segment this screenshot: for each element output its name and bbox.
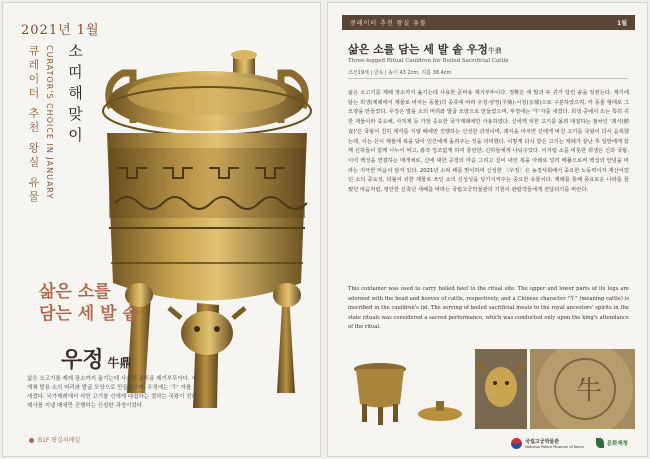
artifact-name [61,343,132,374]
headline-line1: 삶은 소를 [39,282,111,302]
taegeuk-icon [511,438,522,449]
cha-logo [596,438,628,448]
article-title-hanja: 牛鼎 [487,47,502,55]
photo-leg-detail [475,349,527,429]
artifact-name-hanja: 牛鼎 [107,356,132,370]
location-dot-icon [29,438,34,443]
divider [348,78,628,79]
museum-logo-name-en: National Palace Museum of Korea [525,444,584,449]
cha-logo-name: 문화재청 [606,441,628,447]
vertical-subtitle-ko: 큐레이터 추천 왕실 유물 [27,45,40,205]
artifact-name-ko: 우정 [61,348,104,373]
photo-cauldron-and-lid [342,349,472,429]
section-label: 큐레이터 추천 왕실 유물 [350,20,427,27]
footer-logos [428,434,628,452]
photo-leg-detail-image [475,349,527,429]
article-title [348,41,502,57]
body-english: This container was used to carry boiled beef to the ritual site. The upper and lower parts of its legs are adorned with the head and hooves of cattle, respectively, and a Chinese character "牛" (meaning cattle) is inscribed in the cauldron's lid. The serving of boiled sacrificial meats to the royal ancestors' spirits in the state rituals was considered a sacred performance, which was conducted only upon the king's attendance of the ritual. [348,286,629,331]
issue-date: 2021년 1월 [21,23,100,38]
artifact-meta: 조선19세 | 금속 | 높이 43.2cm, 지름 38.4cm [348,70,452,76]
gallery-location [29,435,80,444]
page-month: 1월 [617,20,627,27]
left-description: 삶은 소고기를 제례 장소까지 옮기는데 사용한 준비용 제기부뚜이다. 세 개체 발용 소의 머리와 발굽 모양으로 만들었으며, 우정에는 '牛' 자를 새겼다. 국가제례에서 삭힌 고기를 신에게 대접하는 절차는 국왕이 친히 제사를 지낼 때에만 진행하는 신성한 과정이었다. [27,376,197,409]
right-page [327,2,648,457]
photo-lid-inscription-image [530,349,635,429]
headline [39,281,139,325]
location-label: B1F 왕실의례실 [38,437,81,444]
photo-cauldron-and-lid-image [342,349,472,429]
left-page [2,2,321,457]
article-title-en: Three-legged Ritual Cauldron for Boiled Sacrificial Cattle [348,58,509,64]
body-korean: 삶은 소고기를 제례 장소까지 옮기는데 사용한 준비용 제기부뚜이다. 정확은 세 발과 두 귀가 달린 솥을 일컫는다. 제기에 담는 희생(제례에서 제물로 바치는 동물)의 종류에 따라 우정·양정(羊鼎)·시정(豕鼎)으로 구분하였으며, 각 동물 형태로 그 모양을 만들었다. 우정은 발을 소의 머리와 발굽 모양으로 만들었으며, 뚜껑에는 '牛'자를 새겼다. 희생 중에서 소는 특히 귀한 재물이라 중요해, 사직제 등 가장 중요한 국가제례에만 사용하였다. 신에게 익힌 고기를 올려 대접하는 절차인 '궤식(饋食)'은 국왕이 친히 제사를 지낼 때에만 진행하는 신성한 과정이며, 궤식을 마치면 신에게 바친 고기를 국왕이 다시 음복했는데, 이는 신이 제물에 복을 담아 인간에게 돌려주는 것을 의미했다. 이렇게 다시 받은 고기는 제례가 끝난 후 일반에게 함께 신하들이 함께 나누어 먹고, 흉작 징조없게 하며 충만한, 신하들에게 나눠주었다. 이처럼 소를 비롯한 희생은 신과 국왕, 이어 백성을 연결하는 매개체로, 신에 대한 공경의 마음 그리고 신이 내린 복을 아래로 널리 베풀으로써 백성의 안녕을 바라는 지극한 마음이 담겨 있다. 2021년 소띠 해를 맞이하여 신성한 〈우정〉은 농경사회에서 중요한 노동력이자 재산이었던 소의 중요성, 더불어 귀한 재물로 쓰인 소의 신성성을 상기시켜주는 중요한 유물이다. 제례를 통해 풍요로운 나라를 꿈꿨던 마음처럼, 평안한 신축년 새해를 바라는 국립고궁박물관의 기원이 관람객들에게 전달되기를 바란다. [348,90,629,194]
vertical-subtitle-en: CURATOR'S CHOICE IN JANUARY [45,45,54,200]
headline-line2: 담는 세 발 솥 [39,304,139,324]
museum-logo [511,438,583,449]
detail-photos [342,349,635,429]
section-header-bar [342,15,635,30]
leaf-icon [596,438,604,448]
vertical-title: 소띠해맞이 [66,43,84,148]
photo-lid-inscription [530,349,635,429]
museum-logo-name: 국립고궁박물관 [525,438,560,445]
article-title-ko: 삶은 소를 담는 세 발 솥 우정 [348,43,488,56]
svg-text:牛: 牛 [576,376,603,406]
